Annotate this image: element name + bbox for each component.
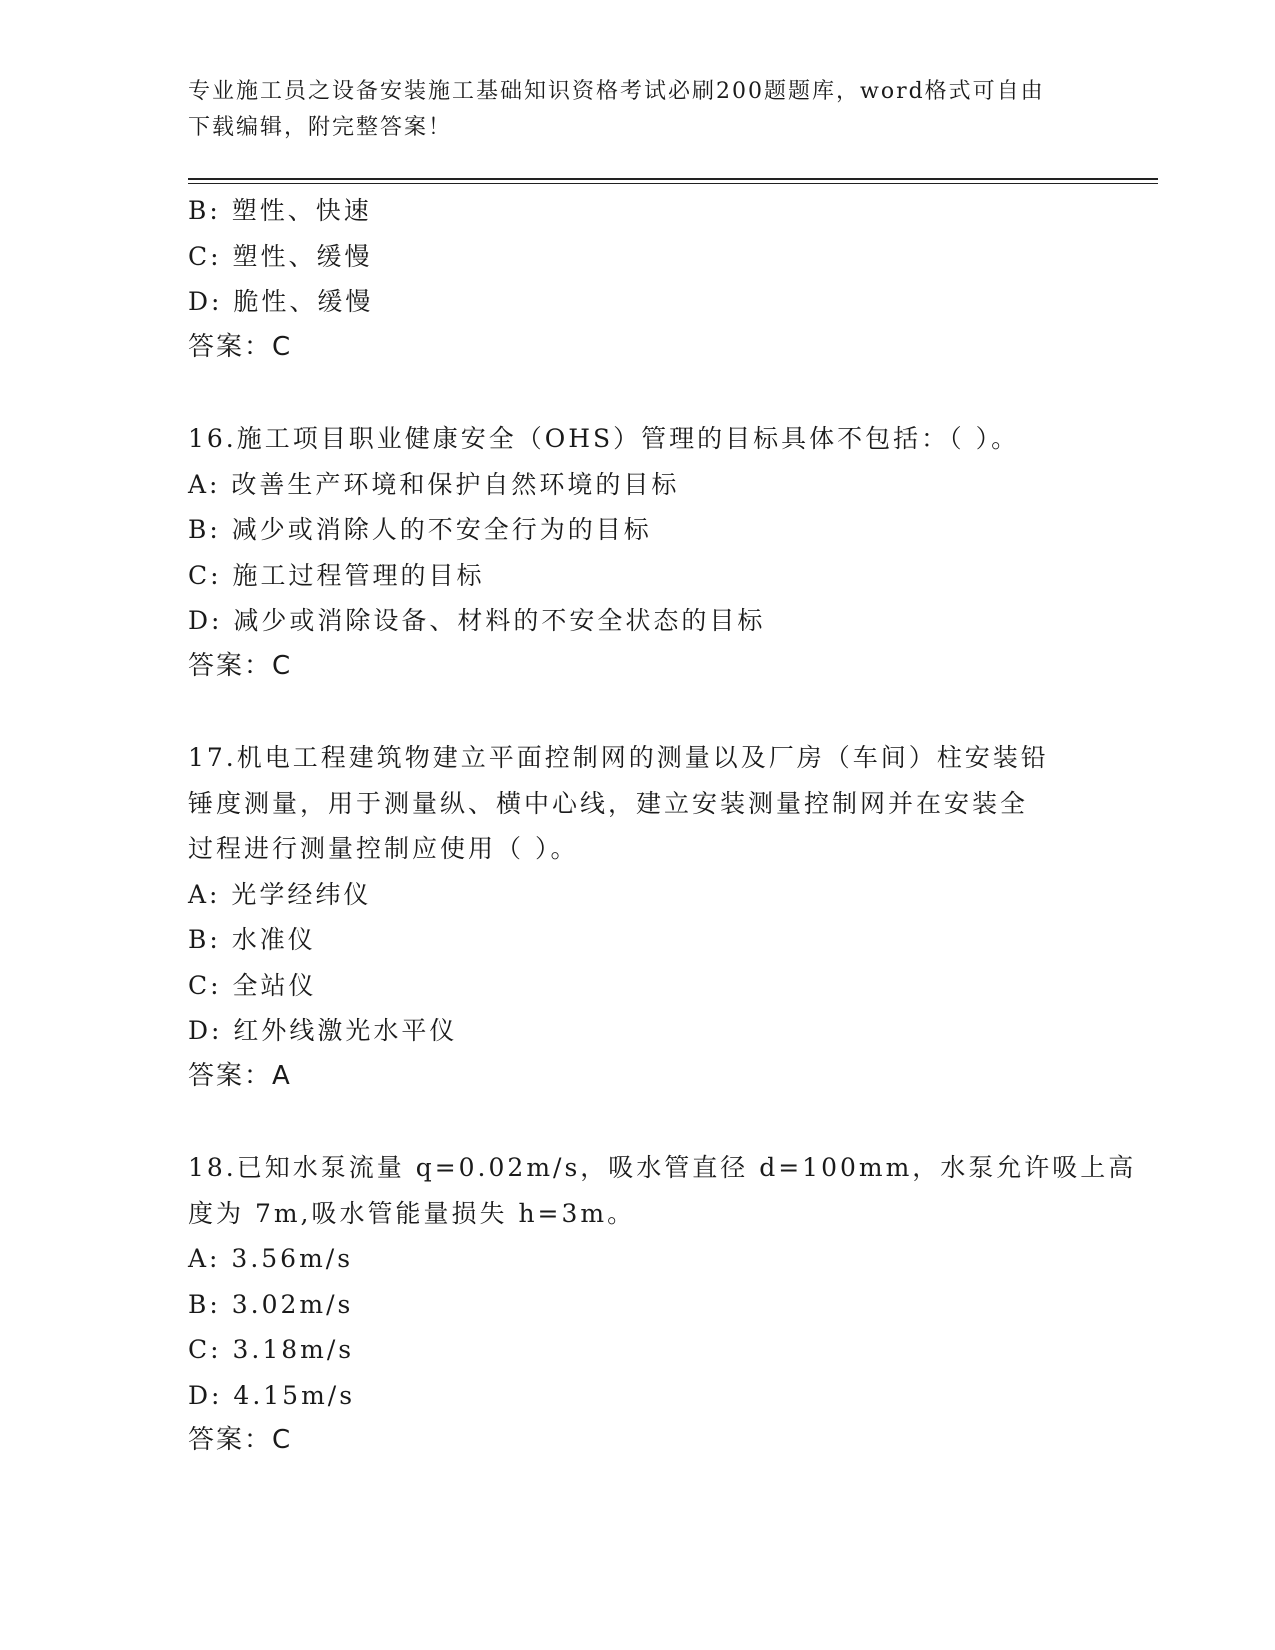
question-stem-line-1: 17.机电工程建筑物建立平面控制网的测量以及厂房（车间）柱安装铅 [188, 743, 1049, 772]
option-c: C: 施工过程管理的目标 [188, 560, 485, 590]
question-stem-line-2: 锤度测量，用于测量纵、横中心线，建立安装测量控制网并在安装全 [188, 788, 1029, 818]
option-c: C: 全站仪 [188, 970, 317, 1000]
answer: 答案：A [188, 1060, 292, 1091]
question-list [188, 188, 1137, 1464]
option-b: B: 塑性、快速 [188, 196, 372, 225]
option-a: A: 改善生产环境和保护自然环境的目标 [188, 469, 680, 499]
option-c: C: 3.18m/s [188, 1335, 355, 1364]
question-stem-line-3: 过程进行测量控制应使用（ ）。 [188, 834, 579, 863]
option-d: D: 红外线激光水平仪 [188, 1016, 458, 1045]
option-d: D: 4.15m/s [188, 1380, 356, 1410]
question-16 [188, 416, 1088, 689]
option-d: D: 减少或消除设备、材料的不安全状态的目标 [188, 606, 766, 635]
header-line-1: 专业施工员之设备安装施工基础知识资格考试必刷200题题库，word格式可自由 [188, 79, 1045, 104]
option-b: B: 3.02m/s [188, 1289, 354, 1319]
document-header [188, 74, 1088, 146]
answer: 答案：C [188, 331, 293, 362]
question-18 [188, 1145, 1137, 1464]
option-b: B: 水准仪 [188, 925, 316, 954]
question-15 [188, 188, 1088, 370]
option-d: D: 脆性、缓慢 [188, 287, 374, 316]
option-a: A: 3.56m/s [188, 1244, 354, 1273]
answer: 答案：C [188, 650, 293, 681]
option-c: C: 塑性、缓慢 [188, 241, 373, 271]
header-divider [188, 178, 1158, 184]
question-stem-line-1: 18.已知水泵流量 q=0.02m/s，吸水管直径 d=100mm，水泵允许吸上高 [188, 1153, 1137, 1182]
option-a: A: 光学经纬仪 [188, 879, 372, 909]
option-b: B: 减少或消除人的不安全行为的目标 [188, 515, 652, 544]
header-line-2: 下载编辑，附完整答案！ [188, 115, 453, 140]
answer: 答案：C [188, 1425, 293, 1455]
question-stem-line-2: 度为 7m,吸水管能量损失 h=3m。 [188, 1198, 636, 1228]
question-17 [188, 735, 1088, 1099]
question-stem: 16.施工项目职业健康安全（OHS）管理的目标具体不包括：（ ）。 [188, 424, 1020, 453]
